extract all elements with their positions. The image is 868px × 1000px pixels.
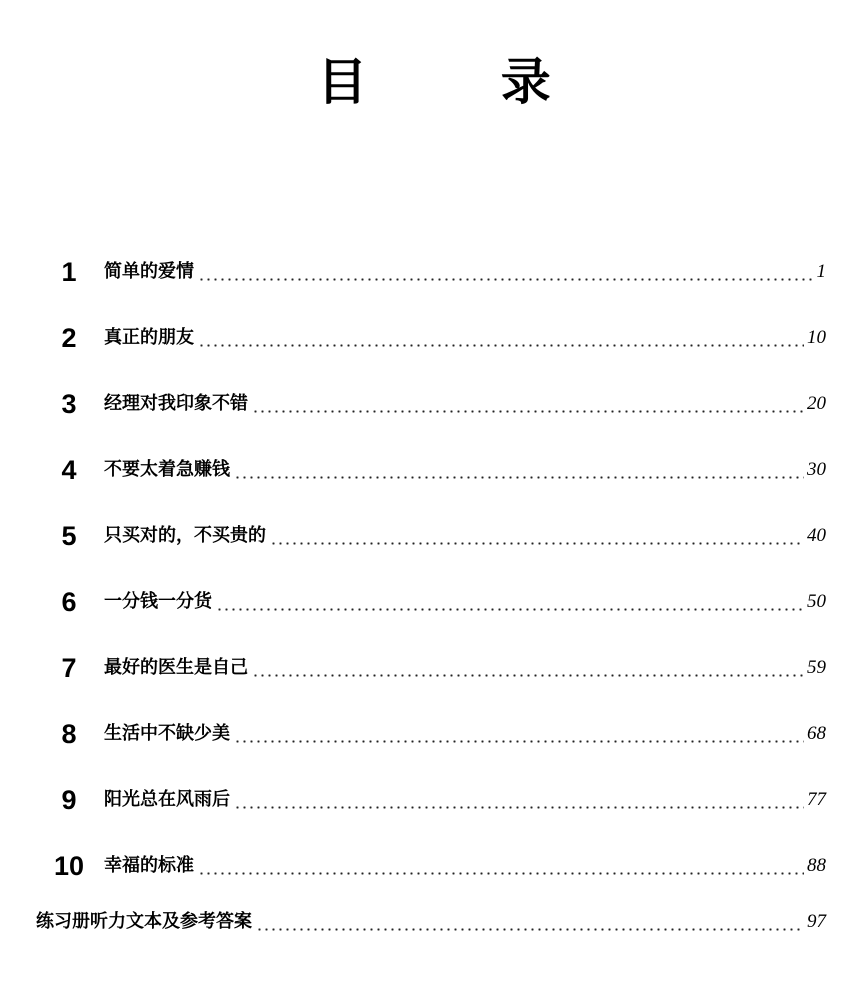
chapter-title: 阳光总在风雨后 bbox=[104, 789, 230, 810]
dot-leader bbox=[198, 252, 814, 292]
page-number: 88 bbox=[807, 855, 826, 876]
dot-leader bbox=[216, 582, 804, 622]
page-number: 68 bbox=[807, 723, 826, 744]
toc-entry-3[interactable] bbox=[34, 384, 826, 424]
toc-entry-6[interactable] bbox=[34, 582, 826, 622]
toc-entry-4[interactable] bbox=[34, 450, 826, 490]
dot-leader bbox=[198, 846, 804, 886]
dot-leader bbox=[256, 902, 804, 942]
chapter-title: 不要太着急赚钱 bbox=[104, 459, 230, 480]
page-number: 1 bbox=[816, 261, 826, 282]
chapter-title: 最好的医生是自己 bbox=[104, 657, 248, 678]
toc-entry-8[interactable] bbox=[34, 714, 826, 754]
chapter-number: 5 bbox=[61, 521, 77, 551]
chapter-title: 一分钱一分货 bbox=[104, 591, 212, 612]
chapter-title: 生活中不缺少美 bbox=[104, 723, 230, 744]
dot-leader bbox=[252, 648, 804, 688]
chapter-title: 简单的爱情 bbox=[104, 261, 194, 282]
appendix-title: 练习册听力文本及参考答案 bbox=[36, 911, 252, 932]
dot-leader bbox=[252, 384, 804, 424]
toc-entry-9[interactable] bbox=[34, 780, 826, 820]
dot-leader bbox=[270, 516, 804, 556]
page-number: 97 bbox=[807, 911, 826, 932]
dot-leader bbox=[234, 780, 804, 820]
chapter-number: 4 bbox=[61, 455, 77, 485]
chapter-number: 3 bbox=[61, 389, 77, 419]
chapter-number: 8 bbox=[61, 719, 77, 749]
dot-leader bbox=[234, 450, 804, 490]
chapter-title: 幸福的标准 bbox=[104, 855, 194, 876]
chapter-title: 经理对我印象不错 bbox=[104, 393, 248, 414]
dot-leader bbox=[234, 714, 804, 754]
chapter-number: 10 bbox=[53, 851, 85, 881]
chapter-number: 2 bbox=[61, 323, 77, 353]
toc-entry-appendix[interactable] bbox=[36, 902, 826, 942]
page-number: 77 bbox=[807, 789, 826, 810]
page-number: 50 bbox=[807, 591, 826, 612]
chapter-number: 9 bbox=[61, 785, 77, 815]
toc-entry-5[interactable] bbox=[34, 516, 826, 556]
chapter-number: 7 bbox=[61, 653, 77, 683]
page-number: 59 bbox=[807, 657, 826, 678]
chapter-title: 真正的朋友 bbox=[104, 327, 194, 348]
page-number: 10 bbox=[807, 327, 826, 348]
page-number: 20 bbox=[807, 393, 826, 414]
chapter-number: 1 bbox=[61, 257, 77, 287]
page-title: 目 录 bbox=[317, 53, 609, 111]
dot-leader bbox=[198, 318, 804, 358]
toc-entry-7[interactable] bbox=[34, 648, 826, 688]
toc-entry-2[interactable] bbox=[34, 318, 826, 358]
chapter-title: 只买对的，不买贵的 bbox=[104, 525, 266, 546]
page-number: 40 bbox=[807, 525, 826, 546]
chapter-number: 6 bbox=[61, 587, 77, 617]
page-number: 30 bbox=[807, 459, 826, 480]
toc-entry-1[interactable] bbox=[34, 252, 826, 292]
toc-entry-10[interactable] bbox=[34, 846, 826, 886]
